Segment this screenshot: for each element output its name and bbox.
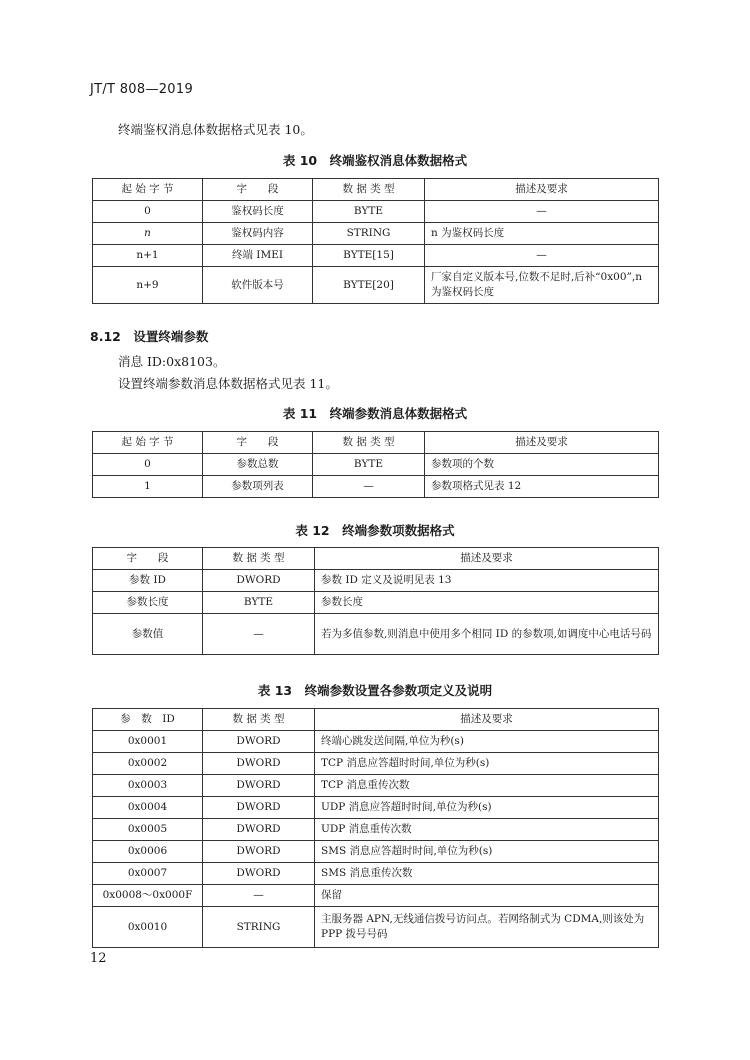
table-cell: DWORD xyxy=(203,797,315,819)
column-header: 起 始 字 节 xyxy=(93,432,203,454)
message-id-line: 消息 ID:0x8103。 xyxy=(118,354,226,369)
table-cell: 软件版本号 xyxy=(203,267,313,304)
column-header: 起 始 字 节 xyxy=(93,179,203,201)
table-cell: 参数总数 xyxy=(203,454,313,476)
table-cell: DWORD xyxy=(203,753,315,775)
table-row xyxy=(93,476,659,498)
table-cell: 0x0005 xyxy=(93,819,203,841)
table-cell: 鉴权码长度 xyxy=(203,201,313,223)
table-row xyxy=(93,201,659,223)
column-header: 字 段 xyxy=(203,432,313,454)
table-row xyxy=(93,819,659,841)
section-heading-8-12: 8.12 设置终端参数 xyxy=(90,329,209,344)
table-row xyxy=(93,592,659,614)
table13 xyxy=(92,708,659,948)
table-cell: 主服务器 APN,无线通信拨号访问点。若网络制式为 CDMA,则该处为 PPP 拨号号码 xyxy=(315,907,659,948)
table-row xyxy=(93,775,659,797)
table-cell: UDP 消息应答超时时间,单位为秒(s) xyxy=(315,797,659,819)
table-cell: BYTE xyxy=(313,201,425,223)
table-header-row xyxy=(93,548,659,570)
table11-title: 表 11 终端参数消息体数据格式 xyxy=(282,406,468,421)
table-header-row xyxy=(93,432,659,454)
table-cell: 1 xyxy=(93,476,203,498)
column-header: 数 据 类 型 xyxy=(313,179,425,201)
table-cell: 0x0007 xyxy=(93,863,203,885)
table-cell: 终端 IMEI xyxy=(203,245,313,267)
table-cell: TCP 消息重传次数 xyxy=(315,775,659,797)
table-cell: n 为鉴权码长度 xyxy=(425,223,659,245)
table-row xyxy=(93,753,659,775)
standard-code-header: JT/T 808—2019 xyxy=(90,82,194,97)
table-cell: 鉴权码内容 xyxy=(203,223,313,245)
table-cell: n xyxy=(93,223,203,245)
table-cell: UDP 消息重传次数 xyxy=(315,819,659,841)
column-header: 描述及要求 xyxy=(425,179,659,201)
table-cell: 若为多值参数,则消息中使用多个相同 ID 的参数项,如调度中心电话号码 xyxy=(315,614,659,655)
table-cell: SMS 消息重传次数 xyxy=(315,863,659,885)
table-row xyxy=(93,841,659,863)
table-header-row xyxy=(93,179,659,201)
intro-paragraph: 终端鉴权消息体数据格式见表 10。 xyxy=(118,122,313,137)
table-cell: 0 xyxy=(93,454,203,476)
table-cell: — xyxy=(313,476,425,498)
table-row xyxy=(93,614,659,655)
table-cell: — xyxy=(203,614,315,655)
table13-title: 表 13 终端参数设置各参数项定义及说明 xyxy=(257,683,493,698)
column-header: 描述及要求 xyxy=(425,432,659,454)
table-cell: — xyxy=(425,201,659,223)
table-header-row xyxy=(93,709,659,731)
table-row xyxy=(93,245,659,267)
table-cell: 参数项格式见表 12 xyxy=(425,476,659,498)
table-cell: 0 xyxy=(93,201,203,223)
section-paragraph: 设置终端参数消息体数据格式见表 11。 xyxy=(118,376,338,391)
table-cell: BYTE[20] xyxy=(313,267,425,304)
table-cell: 参数长度 xyxy=(315,592,659,614)
table-row xyxy=(93,223,659,245)
column-header: 数 据 类 型 xyxy=(203,548,315,570)
table-cell: 0x0006 xyxy=(93,841,203,863)
table-cell: — xyxy=(203,885,315,907)
table-cell: SMS 消息应答超时时间,单位为秒(s) xyxy=(315,841,659,863)
column-header: 字 段 xyxy=(93,548,203,570)
table-cell: STRING xyxy=(203,907,315,948)
column-header: 数 据 类 型 xyxy=(203,709,315,731)
column-header: 描述及要求 xyxy=(315,548,659,570)
table-cell: 终端心跳发送间隔,单位为秒(s) xyxy=(315,731,659,753)
table-cell: — xyxy=(425,245,659,267)
page-number: 12 xyxy=(90,951,107,966)
table-cell: DWORD xyxy=(203,731,315,753)
column-header: 描述及要求 xyxy=(315,709,659,731)
table-cell: 参数项列表 xyxy=(203,476,313,498)
table-cell: 参数 ID 定义及说明见表 13 xyxy=(315,570,659,592)
table-cell: n+9 xyxy=(93,267,203,304)
table10-title: 表 10 终端鉴权消息体数据格式 xyxy=(282,153,468,168)
table-cell: 参数 ID xyxy=(93,570,203,592)
table-cell: 0x0002 xyxy=(93,753,203,775)
table-cell: STRING xyxy=(313,223,425,245)
table-row xyxy=(93,267,659,304)
table-cell: DWORD xyxy=(203,775,315,797)
column-header: 参 数 ID xyxy=(93,709,203,731)
table-cell: DWORD xyxy=(203,570,315,592)
table-row xyxy=(93,885,659,907)
table-cell: 0x0010 xyxy=(93,907,203,948)
table-cell: DWORD xyxy=(203,863,315,885)
table-cell: 厂家自定义版本号,位数不足时,后补“0x00”,n 为鉴权码长度 xyxy=(425,267,659,304)
table-row xyxy=(93,731,659,753)
table-row xyxy=(93,907,659,948)
table-row xyxy=(93,570,659,592)
table-cell: BYTE xyxy=(313,454,425,476)
table-cell: 0x0008～0x000F xyxy=(93,885,203,907)
table12-title: 表 12 终端参数项数据格式 xyxy=(295,523,455,538)
table-cell: 参数值 xyxy=(93,614,203,655)
column-header: 数 据 类 型 xyxy=(313,432,425,454)
table-cell: BYTE xyxy=(203,592,315,614)
table-row xyxy=(93,797,659,819)
table-cell: 保留 xyxy=(315,885,659,907)
table-cell: n+1 xyxy=(93,245,203,267)
table-cell: 参数长度 xyxy=(93,592,203,614)
column-header: 字 段 xyxy=(203,179,313,201)
table12 xyxy=(92,547,659,655)
table-cell: DWORD xyxy=(203,819,315,841)
table-cell: 0x0004 xyxy=(93,797,203,819)
table-cell: TCP 消息应答超时时间,单位为秒(s) xyxy=(315,753,659,775)
table-row xyxy=(93,863,659,885)
table-row xyxy=(93,454,659,476)
table11 xyxy=(92,431,659,498)
table-cell: 参数项的个数 xyxy=(425,454,659,476)
table-cell: 0x0003 xyxy=(93,775,203,797)
table10 xyxy=(92,178,659,304)
table-cell: 0x0001 xyxy=(93,731,203,753)
table-cell: BYTE[15] xyxy=(313,245,425,267)
table-cell: DWORD xyxy=(203,841,315,863)
